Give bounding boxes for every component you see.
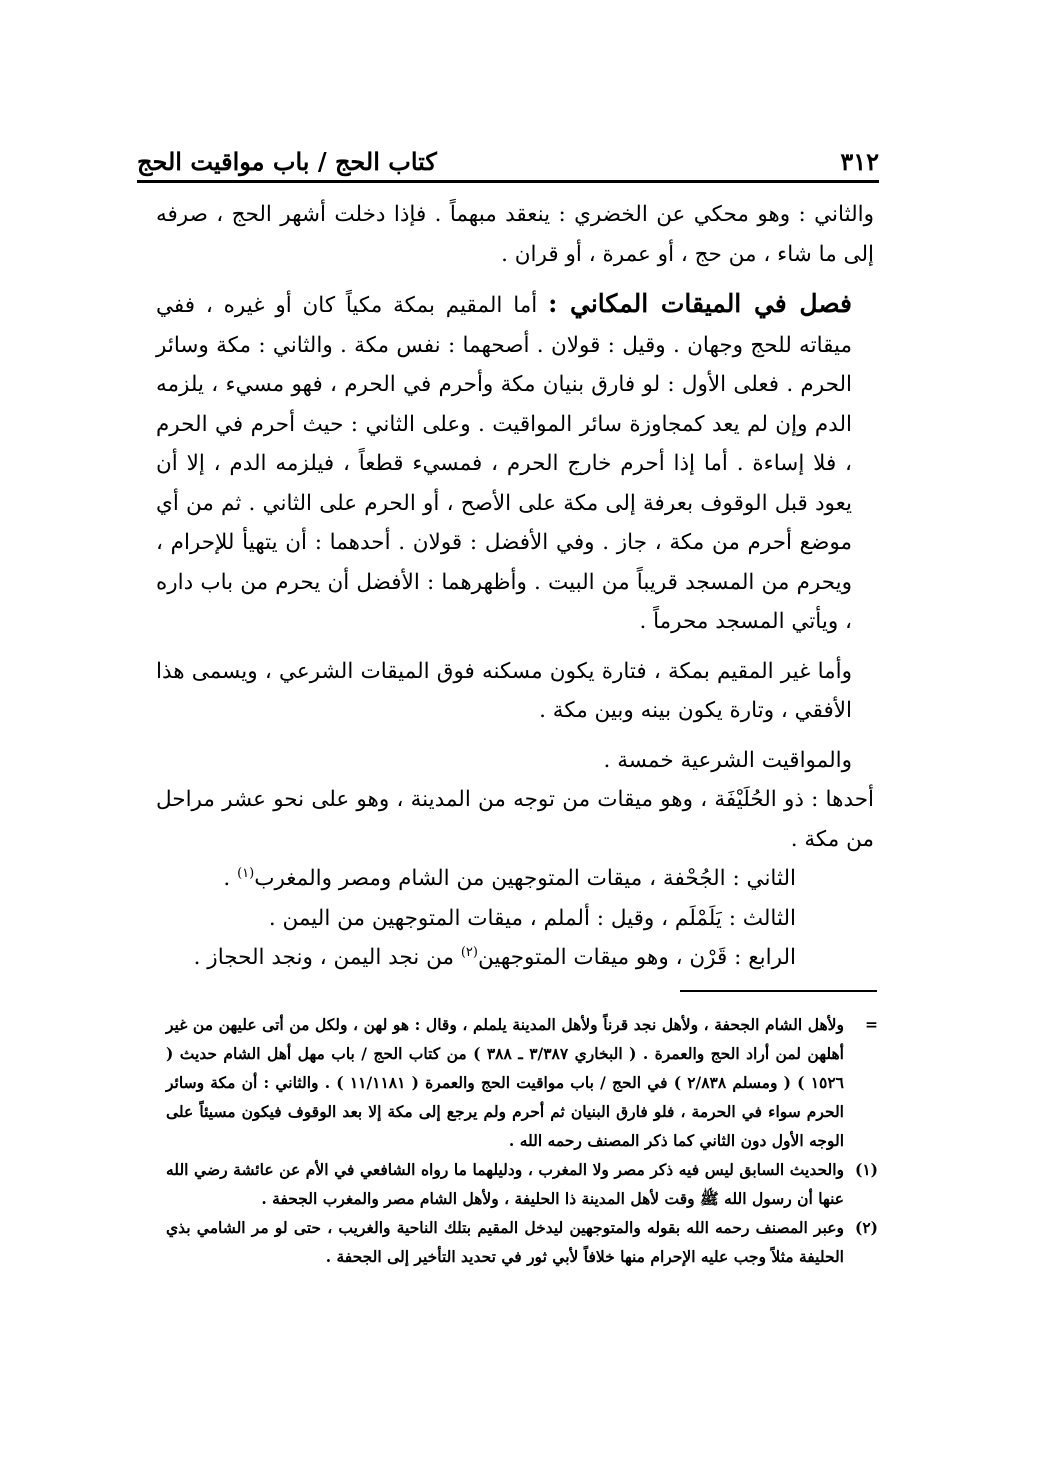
footnote-mark: (٢) <box>854 1218 878 1237</box>
miqat-line <box>156 859 874 899</box>
footnotes <box>166 1010 878 1271</box>
footnote-text: وعبر المصنف رحمه الله بقوله والمتوجهين ليدخل المقيم بتلك الناحية والغريب ، حتى لو مر الشامي بذي الحليفة مثلاً وجب عليه الإحرام منها خلافاً لأبي ثور في تحديد التأخير إلى الجحفة . <box>166 1218 844 1266</box>
section-text: أما المقيم بمكة مكياً كان أو غيره ، ففي ميقاته للحج وجهان . وقيل : قولان . أصحهما : نفس مكة . والثاني : مكة وسائر الحرم . فعلى الأول : لو فارق بنيان مكة وأحرم في الحرم ، فهو مسيء ، يلزمه الدم وإن لم يعد كمجاوزة سائر المواقيت . وعلى الثاني : حيث أحرم في الحرم ، فلا إساءة . أما إذا أحرم خارج الحرم ، فمسيء قطعاً ، فيلزمه الدم ، إلا أن يعود قبل الوقوف بعرفة إلى مكة على الأصح ، أو الحرم على الثاني . ثم من أي موضع أحرم من مكة ، جاز . وفي الأفضل : قولان . أحدهما : أن يتهيأ للإحرام ، ويحرم من المسجد قريباً من البيت . وأظهرهما : الأفضل أن يحرم من باب داره ، ويأتي المسجد محرماً . <box>156 293 852 634</box>
header-rule <box>137 180 879 183</box>
footnote-text: ولأهل الشام الجحفة ، ولأهل نجد قرناً ولأهل المدينة يلملم ، وقال : هو لهن ، ولكل من أتى عليهن من غير أهلهن لمن أراد الحج والعمرة . ( البخاري ٣/٣٨٧ ـ ٣٨٨ ) من كتاب الحج / باب مهل أهل الشام حديث ( ١٥٢٦ ) ( ومسلم ٢/٨٣٨ ) في الحج / باب مواقيت الحج والعمرة ( ١١/١١٨١ ) . والثاني : أن مكة وسائر الحرم سواء في الحرمة ، فلو فارق البنيان ثم أحرم ولم يرجع إلى مكة إلا بعد الوقوف فيكون مسيئاً على الوجه الأول دون الثاني كما ذكر المصنف رحمه الله . <box>166 1015 844 1150</box>
page-number: ٣١٢ <box>840 147 879 176</box>
footnote <box>166 1010 878 1155</box>
miqat-tail: من نجد اليمن ، ونجد الحجاز . <box>193 945 461 970</box>
miqat-line <box>156 938 874 978</box>
miqat-line <box>156 899 874 939</box>
footnote-ref: (١) <box>237 865 255 881</box>
paragraph-section <box>156 284 874 642</box>
footnote-mark: (١) <box>854 1160 878 1179</box>
footnote-mark: = <box>865 1015 878 1034</box>
footnote-rule <box>680 990 877 992</box>
footnote-text: والحديث السابق ليس فيه ذكر مصر ولا المغرب ، ودليلهما ما رواه الشافعي في الأم عن عائشة رضي الله عنها أن رسول الله ﷺ وقت لأهل المدينة ذا الحليفة ، ولأهل الشام مصر والمغرب الجحفة . <box>166 1160 844 1208</box>
footnote <box>166 1155 878 1213</box>
miqat-text: الثاني : الجُحْفة ، ميقات المتوجهين من الشام ومصر والمغرب <box>254 866 796 891</box>
paragraph: أحدها : ذو الحُلَيْفَة ، وهو ميقات من توجه من المدينة ، وهو على نحو عشر مراحل من مكة . <box>156 787 874 852</box>
miqat-tail: . <box>223 866 238 891</box>
paragraph: وأما غير المقيم بمكة ، فتارة يكون مسكنه فوق الميقات الشرعي ، ويسمى هذا الأفقي ، وتارة يكون بينه وبين مكة . <box>156 658 852 723</box>
paragraph: والثاني : وهو محكي عن الخضري : ينعقد مبهماً . فإذا دخلت أشهر الحج ، صرفه إلى ما شاء ، من حج ، أو عمرة ، أو قران . <box>156 202 874 267</box>
running-title: كتاب الحج / باب مواقيت الحج <box>137 147 437 176</box>
footnote <box>166 1213 878 1271</box>
miqat-text: الثالث : يَلَمْلَم ، وقيل : ألملم ، ميقات المتوجهين من اليمن . <box>268 905 796 931</box>
section-heading: فصل في الميقات المكاني : <box>548 289 852 318</box>
page-header <box>137 138 879 176</box>
footnote-ref: (٢) <box>460 944 478 960</box>
main-text <box>156 195 874 978</box>
paragraph: والمواقيت الشرعية خمسة . <box>603 747 852 773</box>
miqat-text: الرابع : قَرْن ، وهو ميقات المتوجهين <box>477 945 796 970</box>
